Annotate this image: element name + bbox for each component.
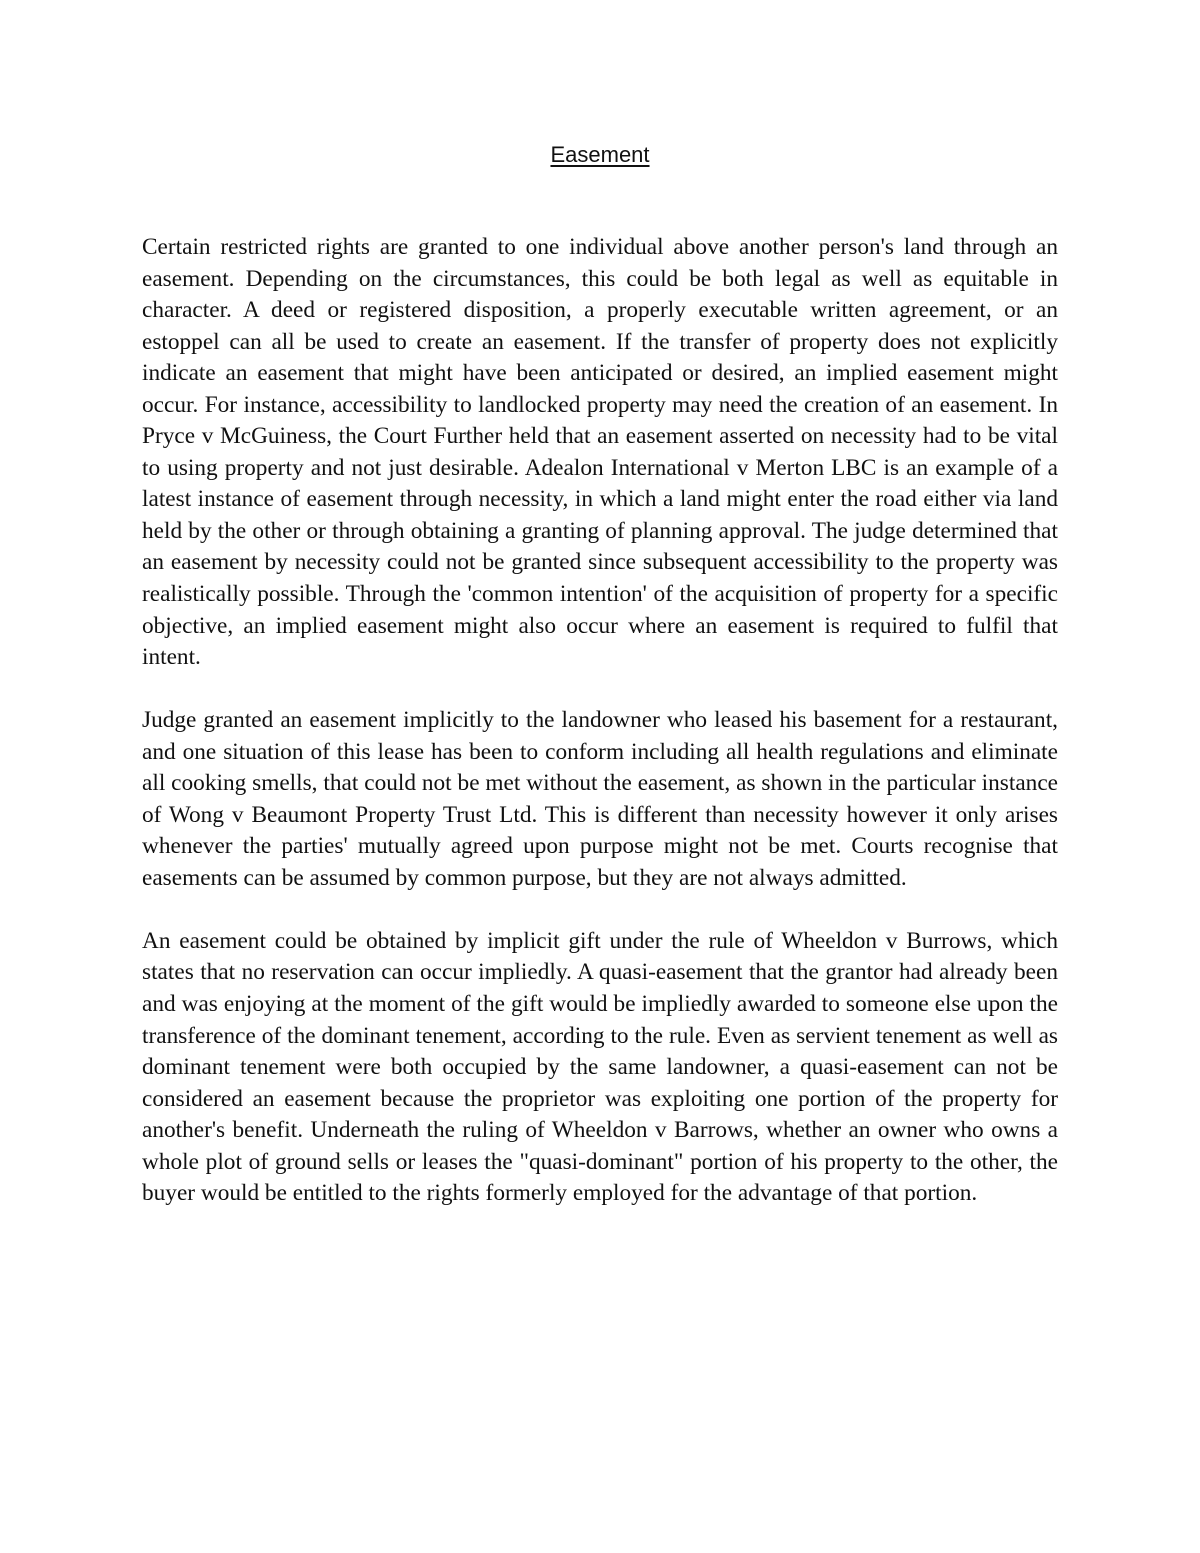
- paragraph-2: Judge granted an easement implicitly to the landowner who leased his basement for a restaurant, and one situation of this lease has been to conform including all health regulations and eliminate all cooking smells, that could not be met without the easement, as shown in the particular instance of Wong v Beaumont Property Trust Ltd. This is different than necessity however it only arises whenever the parties' mutually agreed upon purpose might not be met. Courts recognise that easements can be assumed by common purpose, but they are not always admitted.: [142, 707, 1058, 891]
- paragraph-1: Certain restricted rights are granted to one individual above another person's land through an easement. Depending on the circumstances, this could be both legal as well as equitable in character. A deed or registered disposition, a properly executable written agreement, or an estoppel can all be used to create an easement. If the transfer of property does not explicitly indicate an easement that might have been anticipated or desired, an implied easement might occur. For instance, accessibility to landlocked property may need the creation of an easement. In Pryce v McGuiness, the Court Further held that an easement asserted on necessity had to be vital to using property and not just desirable. Adealon International v Merton LBC is an example of a latest instance of easement through necessity, in which a land might enter the road either via land held by the other or through obtaining a granting of planning approval. The judge determined that an easement by necessity could not be granted since subsequent accessibility to the property was realistically possible. Through the 'common intention' of the acquisition of property for a specific objective, an implied easement might also occur where an easement is required to fulfil that intent.: [142, 234, 1058, 671]
- document-title: Easement: [550, 142, 650, 167]
- document-body: [142, 232, 1058, 1241]
- paragraph-3: An easement could be obtained by implicit gift under the rule of Wheeldon v Burrows, which states that no reservation can occur impliedly. A quasi-easement that the grantor had already been and was enjoying at the moment of the gift would be impliedly awarded to someone else upon the transference of the dominant tenement, according to the rule. Even as servient tenement as well as dominant tenement were both occupied by the same landowner, a quasi-easement can not be considered an easement because the proprietor was exploiting one portion of the property for another's benefit. Underneath the ruling of Wheeldon v Barrows, whether an owner who owns a whole plot of ground sells or leases the "quasi-dominant" portion of his property to the other, the buyer would be entitled to the rights formerly employed for the advantage of that portion.: [142, 927, 1058, 1207]
